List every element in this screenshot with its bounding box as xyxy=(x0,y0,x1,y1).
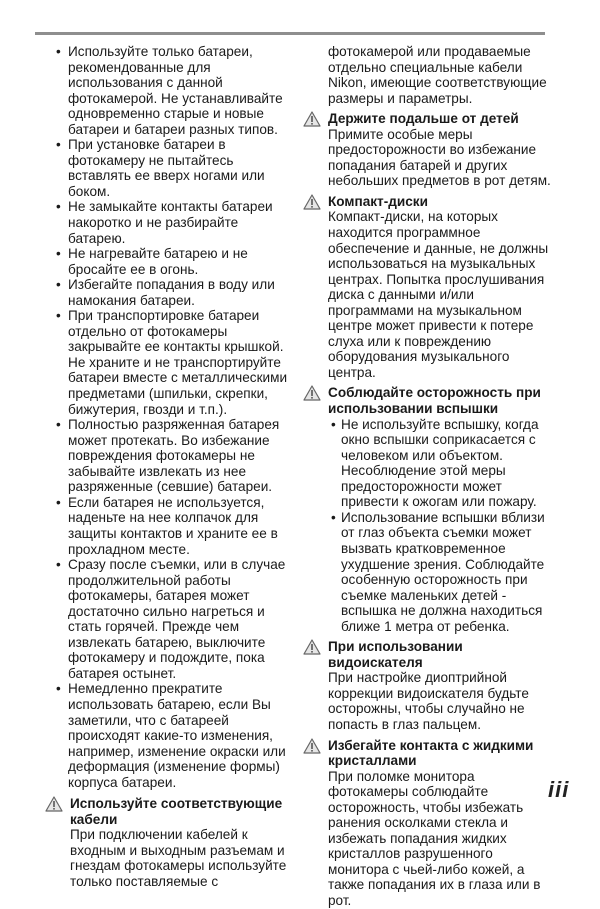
warning-triangle-icon xyxy=(303,639,321,655)
bullet-glyph: • xyxy=(56,44,61,59)
list-item-text: Избегайте попадания в воду или намокания батареи. xyxy=(68,277,275,308)
list-item-text: При транспортировке батареи отдельно от фотокамеры закрывайте ее контакты крышкой. Не храните и не транспортируйте батареи вместе с металлическими предметами (шпильки, скрепки, бижутерия, гвозди и т.п.). xyxy=(68,308,288,417)
warning-section-flash xyxy=(304,385,554,634)
warning-section-cds xyxy=(304,194,554,381)
bullet-glyph: • xyxy=(56,417,61,433)
list-item-text: Не нагревайте батарею и не бросайте ее в огонь. xyxy=(68,246,248,277)
section-body: Примите особые меры предосторожности во избежание попадания батарей и других небольших предметов в рот детям. xyxy=(328,126,551,189)
section-body: Компакт-диски, на которых находится программное обеспечение и данные, не должны использоваться на музыкальных центрах. Попытка прослушивания диска с данными и/или программами на музыкальном центре может привести к потере слуха или к повреждению оборудования музыкального центра. xyxy=(328,209,549,380)
list-item xyxy=(46,246,296,277)
section-title: Избегайте контакта с жидкими кристаллами xyxy=(328,737,534,769)
section-title: Компакт-диски xyxy=(328,193,428,209)
bullet-glyph: • xyxy=(56,246,61,262)
warning-section-children xyxy=(304,111,554,189)
warning-section-cables xyxy=(46,796,296,889)
list-item xyxy=(46,137,296,199)
list-item xyxy=(46,308,296,417)
warning-section-lcd xyxy=(304,738,554,909)
list-item xyxy=(46,199,296,246)
section-title: Соблюдайте осторожность при использовании вспышки xyxy=(328,385,541,417)
bullet-glyph: • xyxy=(56,308,61,324)
bullet-glyph: • xyxy=(331,416,336,432)
list-item-text: При установке батареи в фотокамеру не пытайтесь вставлять ее вверх ногами или боком. xyxy=(68,137,265,199)
bullet-glyph: • xyxy=(56,494,61,510)
bullet-glyph: • xyxy=(56,681,61,697)
bullet-glyph: • xyxy=(56,557,61,573)
header-rule xyxy=(35,32,545,35)
list-item-text: Если батарея не используется, наденьте на нее колпачок для защиты контактов и храните ее в прохладном месте. xyxy=(68,494,278,557)
warning-triangle-icon xyxy=(45,796,63,812)
list-item-text: Не замыкайте контакты батареи накоротко и не разбирайте батарею. xyxy=(68,199,273,246)
bullet-glyph: • xyxy=(56,137,61,153)
list-item xyxy=(46,277,296,308)
warning-section-viewfinder xyxy=(304,639,554,732)
section-body: При настройке диоптрийной коррекции видоискателя будьте осторожны, чтобы случайно не попасть в глаз пальцем. xyxy=(328,670,529,732)
bullet-glyph: • xyxy=(56,277,61,293)
warning-triangle-icon xyxy=(303,111,321,127)
left-column xyxy=(46,44,296,890)
list-item xyxy=(328,510,554,634)
bullet-glyph: • xyxy=(56,199,61,215)
bullet-glyph: • xyxy=(331,509,336,525)
list-item-text: Использование вспышки вблизи от глаз объекта съемки может вызвать кратковременное ухудшение зрения. Соблюдайте особенную осторожность при съемке маленьких детей - вспышка не должна находиться ближе 1 метра от ребенка. xyxy=(341,509,545,634)
warning-triangle-icon xyxy=(303,385,321,401)
warning-triangle-icon xyxy=(303,194,321,210)
list-item xyxy=(46,495,296,557)
right-column xyxy=(304,44,554,909)
list-item xyxy=(46,44,296,137)
list-item-text: Не используйте вспышку, когда окно вспышки соприкасается с человеком или объектом. Несоблюдение этой меры предосторожности может привести к ожогам или пожару. xyxy=(341,416,539,510)
section-body: При поломке монитора фотокамеры соблюдайте осторожность, чтобы избежать ранения осколками стекла и избежать попадания жидких кристаллов разрушенного монитора с чьей-либо кожей, а также попадания их в глаза или в рот. xyxy=(328,768,541,908)
list-item-text: Полностью разряженная батарея может протекать. Во избежание повреждения фотокамеры не забывайте извлекать из нее разряженные (севшие) батареи. xyxy=(68,417,280,495)
section-title: Используйте соответствующие кабели xyxy=(70,796,283,827)
list-item xyxy=(46,681,296,790)
list-item xyxy=(46,557,296,681)
warning-triangle-icon xyxy=(303,738,321,754)
section-title: Держите подальше от детей xyxy=(328,111,519,127)
list-item xyxy=(328,417,554,510)
list-item-text: Используйте только батареи, рекомендованные для использования с данной фотокамерой. Не устанавливайте одновременно старые и новые батареи и батареи разных типов. xyxy=(68,44,283,137)
continued-paragraph: фотокамерой или продаваемые отдельно специальные кабели Nikon, имеющие соответствующие размеры и параметры. xyxy=(328,44,547,106)
list-item xyxy=(46,417,296,495)
section-body: При подключении кабелей к входным и выходным разъемам и гнездам фотокамеры используйте только поставляемые с xyxy=(70,827,287,889)
list-item-text: Немедленно прекратите использовать батарею, если Вы заметили, что с батареей происходят какие-то изменения, например, изменение окраски или деформация (изменение формы) корпуса батареи. xyxy=(68,681,286,790)
page-number: iii xyxy=(548,777,570,802)
list-item-text: Сразу после съемки, или в случае продолжительной работы фотокамеры, батарея может достаточно сильно нагреться и стать горячей. Прежде чем извлекать батарею, выключите фотокамеру и подождите, пока батарея остынет. xyxy=(68,557,286,681)
section-title: При использовании видоискателя xyxy=(328,639,463,670)
